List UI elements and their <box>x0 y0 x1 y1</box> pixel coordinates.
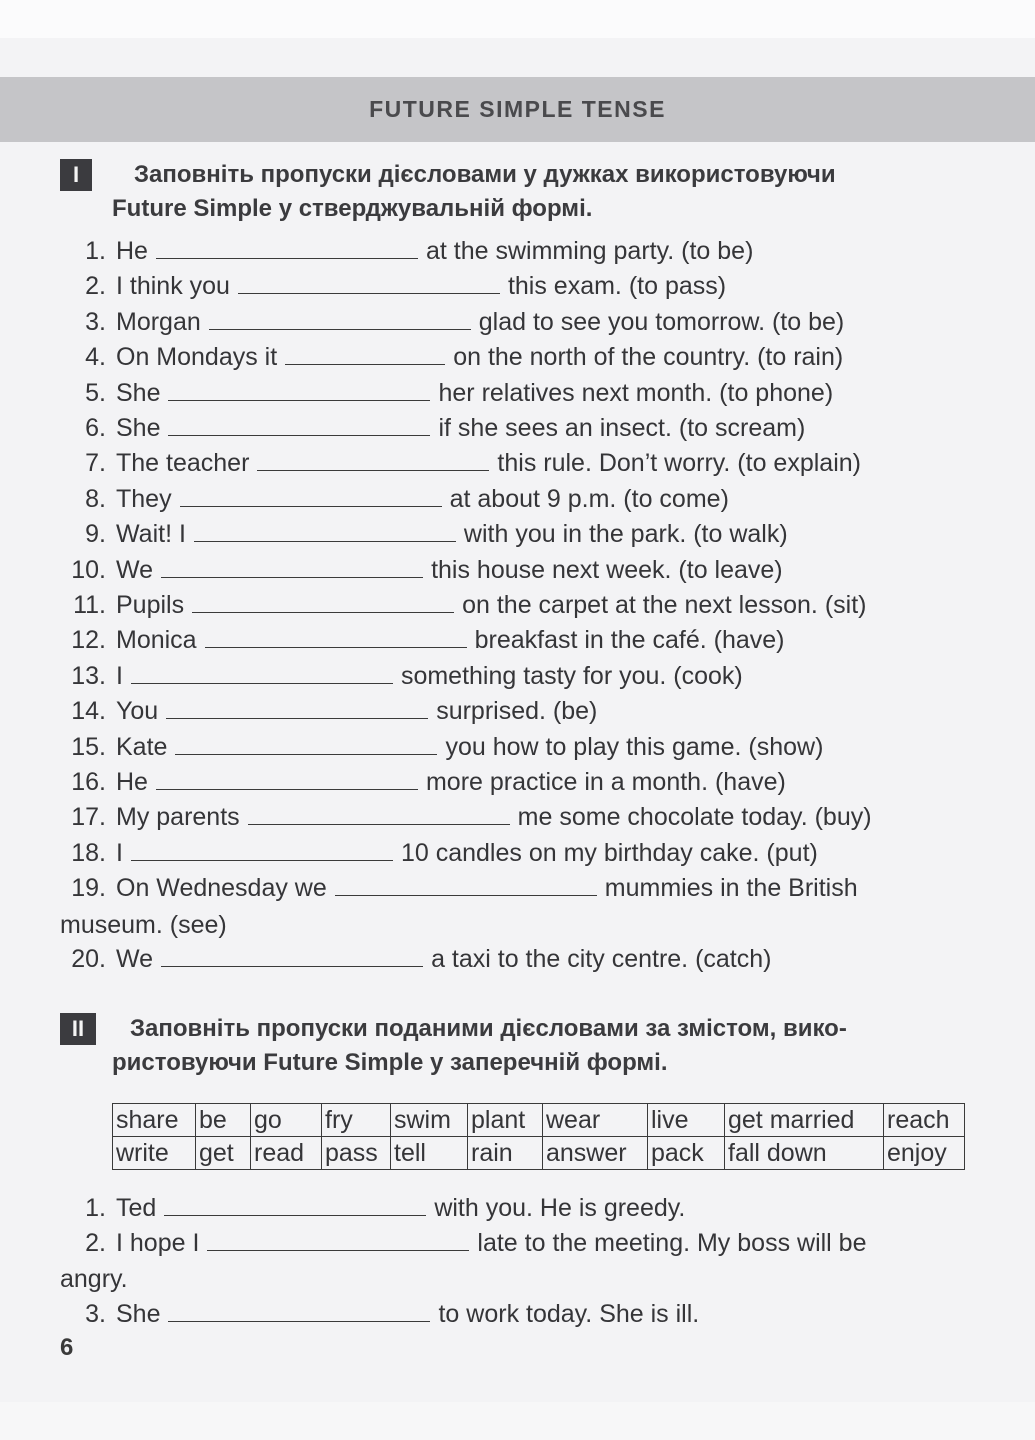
item-text-before: She <box>116 1300 161 1328</box>
item-text-after: with you. He is greedy. <box>434 1194 686 1222</box>
answer-blank[interactable] <box>192 588 454 613</box>
exercise-item <box>58 658 743 694</box>
item-text-after: this exam. (to pass) <box>507 272 727 300</box>
section-2-item-2-continuation: angry. <box>60 1265 128 1293</box>
verb-cell: plant <box>468 1104 543 1137</box>
item-text-after: if she sees an insect. (to scream) <box>438 414 806 442</box>
answer-blank[interactable] <box>248 800 510 825</box>
item-text-before: She <box>116 379 161 407</box>
answer-blank[interactable] <box>180 482 442 507</box>
section-2-title-line2: ристовуючи Future Simple у заперечній формі. <box>112 1049 668 1076</box>
verb-cell: share <box>113 1104 196 1137</box>
answer-blank[interactable] <box>168 411 430 436</box>
verb-cell: fry <box>322 1104 391 1137</box>
exercise-item <box>58 268 726 304</box>
item-text-before: Pupils <box>116 591 185 619</box>
verb-cell: get <box>196 1137 251 1170</box>
answer-blank[interactable] <box>285 340 445 365</box>
verb-cell: reach <box>884 1104 965 1137</box>
item-text-after: on the carpet at the next lesson. (sit) <box>462 591 867 619</box>
item-number: 4. <box>85 343 106 371</box>
answer-blank[interactable] <box>164 1191 426 1216</box>
item-text-before: I think you <box>116 272 230 300</box>
item-text-after: you how to play this game. (show) <box>445 733 824 761</box>
header-band <box>0 77 1035 142</box>
verb-table-row <box>113 1137 965 1170</box>
section-1-title-line2: Future Simple у стверджувальній формі. <box>112 195 593 222</box>
item-text-after: at the swimming party. (to be) <box>425 237 754 265</box>
item-text-after: to work today. She is ill. <box>438 1300 700 1328</box>
item-number: 11. <box>73 591 106 619</box>
item-text-after: something tasty for you. (cook) <box>400 662 743 690</box>
verb-cell: read <box>251 1137 322 1170</box>
verb-cell: enjoy <box>884 1137 965 1170</box>
item-number: 3. <box>85 1300 106 1328</box>
answer-blank[interactable] <box>205 623 467 648</box>
exercise-item <box>58 1296 699 1332</box>
item-number: 2. <box>85 272 106 300</box>
item-number: 5. <box>85 379 106 407</box>
page-top-margin <box>0 0 1035 38</box>
exercise-item <box>58 375 833 411</box>
item-text-before: On Wednesday we <box>116 874 327 902</box>
section-1-title <box>0 158 1035 228</box>
item-text-after: breakfast in the café. (have) <box>474 626 785 654</box>
verb-cell: be <box>196 1104 251 1137</box>
verb-cell: answer <box>543 1137 648 1170</box>
item-number: 15. <box>71 733 106 761</box>
item-text-after: this house next week. (to leave) <box>431 556 783 584</box>
item-text-before: My parents <box>116 803 240 831</box>
exercise-item <box>58 339 843 375</box>
item-number: 2. <box>85 1229 106 1257</box>
exercise-item <box>58 445 861 481</box>
answer-blank[interactable] <box>209 305 471 330</box>
answer-blank[interactable] <box>335 871 597 896</box>
answer-blank[interactable] <box>161 942 423 967</box>
exercise-item <box>58 622 784 658</box>
verb-cell: wear <box>543 1104 648 1137</box>
verb-table-row <box>113 1104 965 1137</box>
item-number: 17. <box>71 803 106 831</box>
item-number: 6. <box>85 414 106 442</box>
item-text-after: more practice in a month. (have) <box>425 768 786 796</box>
section-1-title-line1: Заповніть пропуски дієсловами у дужках використовуючи <box>134 161 836 188</box>
section-1-marker: I <box>60 159 92 191</box>
verb-cell: go <box>251 1104 322 1137</box>
item-text-after: on the north of the country. (to rain) <box>453 343 844 371</box>
exercise-item <box>58 516 788 552</box>
item-number: 19. <box>71 874 106 902</box>
item-number: 3. <box>85 308 106 336</box>
exercise-item <box>58 693 597 729</box>
item-text-after: surprised. (be) <box>436 697 598 725</box>
verb-cell: get married <box>725 1104 884 1137</box>
verb-cell: pass <box>322 1137 391 1170</box>
item-text-after: late to the meeting. My boss will be <box>477 1229 867 1257</box>
page-number: 6 <box>60 1334 74 1361</box>
item-text-after: with you in the park. (to walk) <box>463 520 788 548</box>
exercise-item <box>58 941 771 977</box>
item-text-before: I hope I <box>116 1229 200 1257</box>
item-text-after: mummies in the British <box>604 874 858 902</box>
verb-cell: live <box>648 1104 725 1137</box>
item-number: 18. <box>71 839 106 867</box>
answer-blank[interactable] <box>156 234 418 259</box>
item-number: 13. <box>71 662 106 690</box>
answer-blank[interactable] <box>166 694 428 719</box>
item-text-before: They <box>116 485 172 513</box>
item-number: 12. <box>71 626 106 654</box>
item-text-after: a taxi to the city centre. (catch) <box>431 945 772 973</box>
answer-blank[interactable] <box>257 446 489 471</box>
verb-cell: rain <box>468 1137 543 1170</box>
exercise-item <box>58 587 866 623</box>
item-number: 1. <box>85 237 106 265</box>
exercise-item <box>58 410 805 446</box>
item-text-before: Wait! I <box>116 520 186 548</box>
item-text-before: He <box>116 768 148 796</box>
answer-blank[interactable] <box>156 765 418 790</box>
item-text-before: Monica <box>116 626 197 654</box>
exercise-item <box>58 304 844 340</box>
verb-cell: swim <box>391 1104 468 1137</box>
item-text-before: Kate <box>116 733 168 761</box>
exercise-item <box>58 764 786 800</box>
answer-blank[interactable] <box>131 836 393 861</box>
item-text-before: On Mondays it <box>116 343 278 371</box>
item-number: 10. <box>71 556 106 584</box>
verb-cell: pack <box>648 1137 725 1170</box>
item-text-after: at about 9 p.m. (to come) <box>449 485 729 513</box>
answer-blank[interactable] <box>161 553 423 578</box>
item-text-after: glad to see you tomorrow. (to be) <box>478 308 845 336</box>
verb-cell: fall down <box>725 1137 884 1170</box>
exercise-item <box>58 481 729 517</box>
exercise-item <box>58 552 783 588</box>
verb-table <box>112 1103 965 1170</box>
exercise-item <box>58 870 858 906</box>
item-number: 8. <box>85 485 106 513</box>
item-text-after: me some chocolate today. (buy) <box>517 803 872 831</box>
item-number: 9. <box>85 520 106 548</box>
answer-blank[interactable] <box>131 659 393 684</box>
item-number: 14. <box>71 697 106 725</box>
verb-cell: write <box>113 1137 196 1170</box>
exercise-item <box>58 1190 685 1226</box>
answer-blank[interactable] <box>168 376 430 401</box>
exercise-item <box>58 729 823 765</box>
exercise-item <box>58 1225 866 1261</box>
item-number: 7. <box>85 449 106 477</box>
item-text-before: I <box>116 839 123 867</box>
answer-blank[interactable] <box>168 1297 430 1322</box>
exercise-item <box>58 799 872 835</box>
verb-cell: tell <box>391 1137 468 1170</box>
item-number: 16. <box>71 768 106 796</box>
item-text-before: The teacher <box>116 449 250 477</box>
exercise-item <box>58 233 753 269</box>
item-text-after: this rule. Don’t worry. (to explain) <box>497 449 861 477</box>
item-text-before: I <box>116 662 123 690</box>
item-text-before: Morgan <box>116 308 201 336</box>
item-text-before: She <box>116 414 161 442</box>
item-19-continuation: museum. (see) <box>60 911 227 939</box>
page-title: FUTURE SIMPLE TENSE <box>369 96 666 122</box>
answer-blank[interactable] <box>194 517 456 542</box>
answer-blank[interactable] <box>238 269 500 294</box>
section-2-marker: II <box>60 1013 96 1045</box>
section-2-title-line1: Заповніть пропуски поданими дієсловами за змістом, вико- <box>130 1015 847 1042</box>
item-text-before: You <box>116 697 159 725</box>
item-text-before: We <box>116 945 154 973</box>
answer-blank[interactable] <box>175 730 437 755</box>
answer-blank[interactable] <box>207 1226 469 1251</box>
item-text-after: 10 candles on my birthday cake. (put) <box>400 839 818 867</box>
item-number: 20. <box>71 945 106 973</box>
item-text-before: He <box>116 237 148 265</box>
exercise-item <box>58 835 818 871</box>
section-2-title <box>0 1012 1035 1082</box>
page-bottom-margin <box>0 1402 1035 1440</box>
item-text-before: We <box>116 556 154 584</box>
item-text-after: her relatives next month. (to phone) <box>438 379 834 407</box>
item-number: 1. <box>85 1194 106 1222</box>
item-text-before: Ted <box>116 1194 157 1222</box>
